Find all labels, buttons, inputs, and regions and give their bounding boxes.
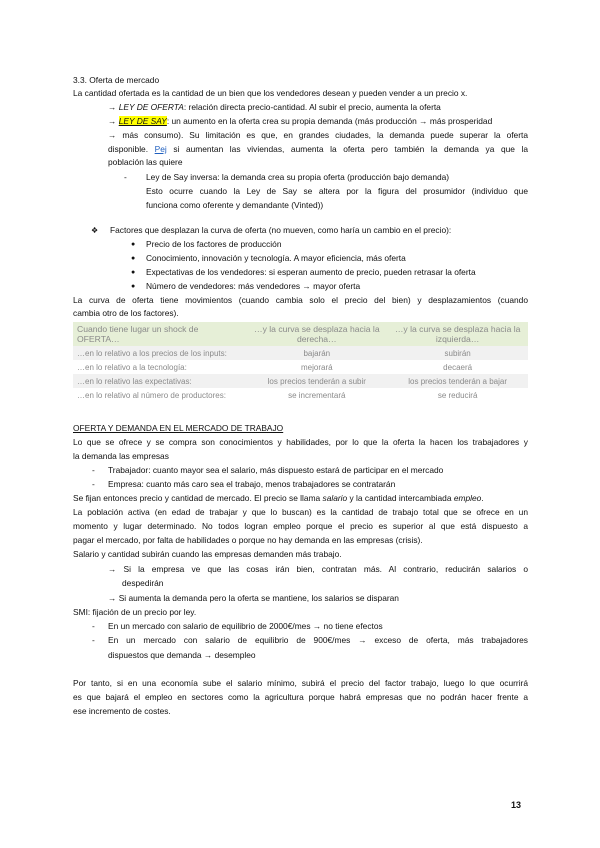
table-cell: los precios tenderán a subir <box>246 374 387 388</box>
conclusion-line-1: Por tanto, si en una economía sube el salario mínimo, subirá el precio del factor trabajo, luego lo que ocurrirá <box>73 678 528 688</box>
table-header-cell: Cuando tiene lugar un shock de OFERTA… <box>73 322 246 346</box>
disparan-line: → Si aumenta la demanda pero la oferta se mantiene, los salarios se disparan <box>108 593 399 603</box>
pej-link[interactable]: Pej <box>154 144 167 154</box>
factor-item: Conocimiento, innovación y tecnología. A mayor eficiencia, más oferta <box>146 253 406 263</box>
bullet-icon: ● <box>131 241 136 248</box>
arrow-icon: → <box>108 116 117 126</box>
dash-marker: - <box>92 621 95 631</box>
poblacion-line-2: momento y lugar determinado. No todos logran empleo porque el precio es superior al que está dispuesto a <box>73 521 528 531</box>
poblacion-line-1: La población activa (en edad de trabajar y que lo buscan) es la cantidad de trabajo total que se ofrece en un <box>73 507 528 517</box>
bullet-icon: ● <box>131 255 136 262</box>
factor-item: Expectativas de los vendedores: si esperan aumento de precio, pueden retrasar la oferta <box>146 267 476 277</box>
ley-say-text-3b: si aumentan las viviendas, aumenta la oferta pero también la demanda ya que la <box>173 144 529 154</box>
smi-item-2-line-1: En un mercado con salario de equilibrio de 900€/mes → exceso de oferta, más trabajadores <box>108 635 528 645</box>
dash-marker: - <box>124 172 127 182</box>
shock-oferta-table <box>73 322 528 402</box>
table-cell: los precios tenderán a bajar <box>387 374 528 388</box>
table-row <box>73 388 528 402</box>
table-cell: decaerá <box>443 362 473 372</box>
prosumidor-line-2: funciona como oferente y demandante (Vinted)) <box>146 200 324 210</box>
precio-text-b: y la cantidad intercambiada <box>347 493 454 503</box>
say-inversa-line: Ley de Say inversa: la demanda crea su propia oferta (producción bajo demanda) <box>146 172 450 182</box>
trabajo-title: OFERTA Y DEMANDA EN EL MERCADO DE TRABAJO <box>73 423 284 433</box>
table-cell: bajarán <box>246 346 387 360</box>
salario-line: Salario y cantidad subirán cuando las empresas demanden más trabajo. <box>73 549 342 559</box>
dash-marker: - <box>92 479 95 489</box>
empresa-ve-line-1: → Si la empresa ve que las cosas irán bien, contratan más. Al contrario, reducirán salarios o <box>108 564 528 574</box>
table-header-cell: …y la curva se desplaza hacia la derecha… <box>246 322 387 346</box>
table-cell: …en lo relativo las expectativas: <box>73 374 246 388</box>
smi-item-2-line-2: dispuestos que demanda → desempleo <box>108 650 256 660</box>
trabajo-p1-line-1: Lo que se ofrece y se compra son conocimientos y habilidades, por lo que la oferta la hacen los trabajadores y <box>73 437 528 447</box>
table-cell: se reducirá <box>437 390 478 400</box>
arrow-icon: → <box>108 102 117 112</box>
conclusion-line-2: es que bajará el empleo en sectores como la agricultura porque habrá empresas que no podrán hacer frente a <box>73 692 528 702</box>
empresa-line: Empresa: cuanto más caro sea el trabajo, menos trabajadores se contratarán <box>108 479 396 489</box>
table-row <box>73 374 528 388</box>
ley-oferta-line <box>108 102 528 113</box>
conclusion-line-3: ese incremento de costes. <box>73 706 171 716</box>
salario-term: salario <box>322 493 348 503</box>
bullet-icon: ● <box>131 269 136 276</box>
ley-oferta-text: : relación directa precio-cantidad. Al subir el precio, aumenta la oferta <box>183 102 441 112</box>
intro-paragraph: La cantidad ofertada es la cantidad de un bien que los vendedores desean y pueden vender a un precio x. <box>73 88 468 98</box>
ley-say-text-3a: disponible. <box>108 144 149 154</box>
poblacion-line-3: pagar el mercado, por falta de habilidades o porque no hay demanda en las empresas (crisis). <box>73 535 423 545</box>
table-cell: subirán <box>387 346 528 360</box>
table-cell: …en lo relativo al número de productores: <box>77 390 226 400</box>
curva-line-1: La curva de oferta tiene movimientos (cuando cambia solo el precio del bien) y desplazamientos (cuando <box>73 295 528 305</box>
precio-line <box>73 493 528 504</box>
ley-say-label: LEY DE SAY <box>118 116 167 126</box>
table-header-cell: …y la curva se desplaza hacia la izquierda… <box>387 322 528 346</box>
table-cell: …en lo relativo a los precios de los inputs: <box>73 346 246 360</box>
ley-say-line-2: → más consumo). Su limitación es que, en grandes ciudades, la demanda puede superar la oferta <box>108 130 528 140</box>
ley-say-line-4: población las quiere <box>108 157 183 167</box>
empleo-term: empleo <box>453 493 482 503</box>
table-cell: …en lo relativo a la tecnología: <box>77 362 187 372</box>
ley-say-line-1 <box>108 116 528 127</box>
ley-say-line-3 <box>108 144 528 155</box>
factores-title: Factores que desplazan la curva de oferta (no mueven, como haría un cambio en el precio): <box>110 225 452 235</box>
precio-text-a: Se fijan entonces precio y cantidad de mercado. El precio se llama <box>73 493 323 503</box>
table-cell: mejorará <box>301 362 333 372</box>
ley-say-text-1: : un aumento en la oferta crea su propia demanda (más producción → más prosperidad <box>166 116 493 126</box>
smi-line: SMI: fijación de un precio por ley. <box>73 607 197 617</box>
empresa-ve-line-2: despedirán <box>122 578 164 588</box>
table-cell: se incrementará <box>288 390 346 400</box>
dash-marker: - <box>92 635 95 645</box>
ley-oferta-label: LEY DE OFERTA <box>118 102 184 112</box>
section-title: 3.3. Oferta de mercado <box>73 75 160 85</box>
factor-item: Precio de los factores de producción <box>146 239 282 249</box>
prosumidor-line-1: Esto ocurre cuando la Ley de Say se altera por la figura del prosumidor (individuo que <box>146 186 528 196</box>
table-row <box>73 360 528 374</box>
table-header-row <box>73 322 528 346</box>
dash-marker: - <box>92 465 95 475</box>
diamond-bullet-icon: ❖ <box>91 226 99 235</box>
bullet-icon: ● <box>131 283 136 290</box>
trabajo-p1-line-2: la demanda las empresas <box>73 451 169 461</box>
page-number: 13 <box>511 800 522 810</box>
curva-line-2: cambia otro de los factores). <box>73 308 179 318</box>
smi-item-1: En un mercado con salario de equilibrio de 2000€/mes → no tiene efectos <box>108 621 383 631</box>
table-row <box>73 346 528 360</box>
precio-text-c: . <box>481 493 484 503</box>
trabajador-line: Trabajador: cuanto mayor sea el salario, más dispuesto estará de participar en el mercado <box>108 465 444 475</box>
factor-item: Número de vendedores: más vendedores → mayor oferta <box>146 281 361 291</box>
